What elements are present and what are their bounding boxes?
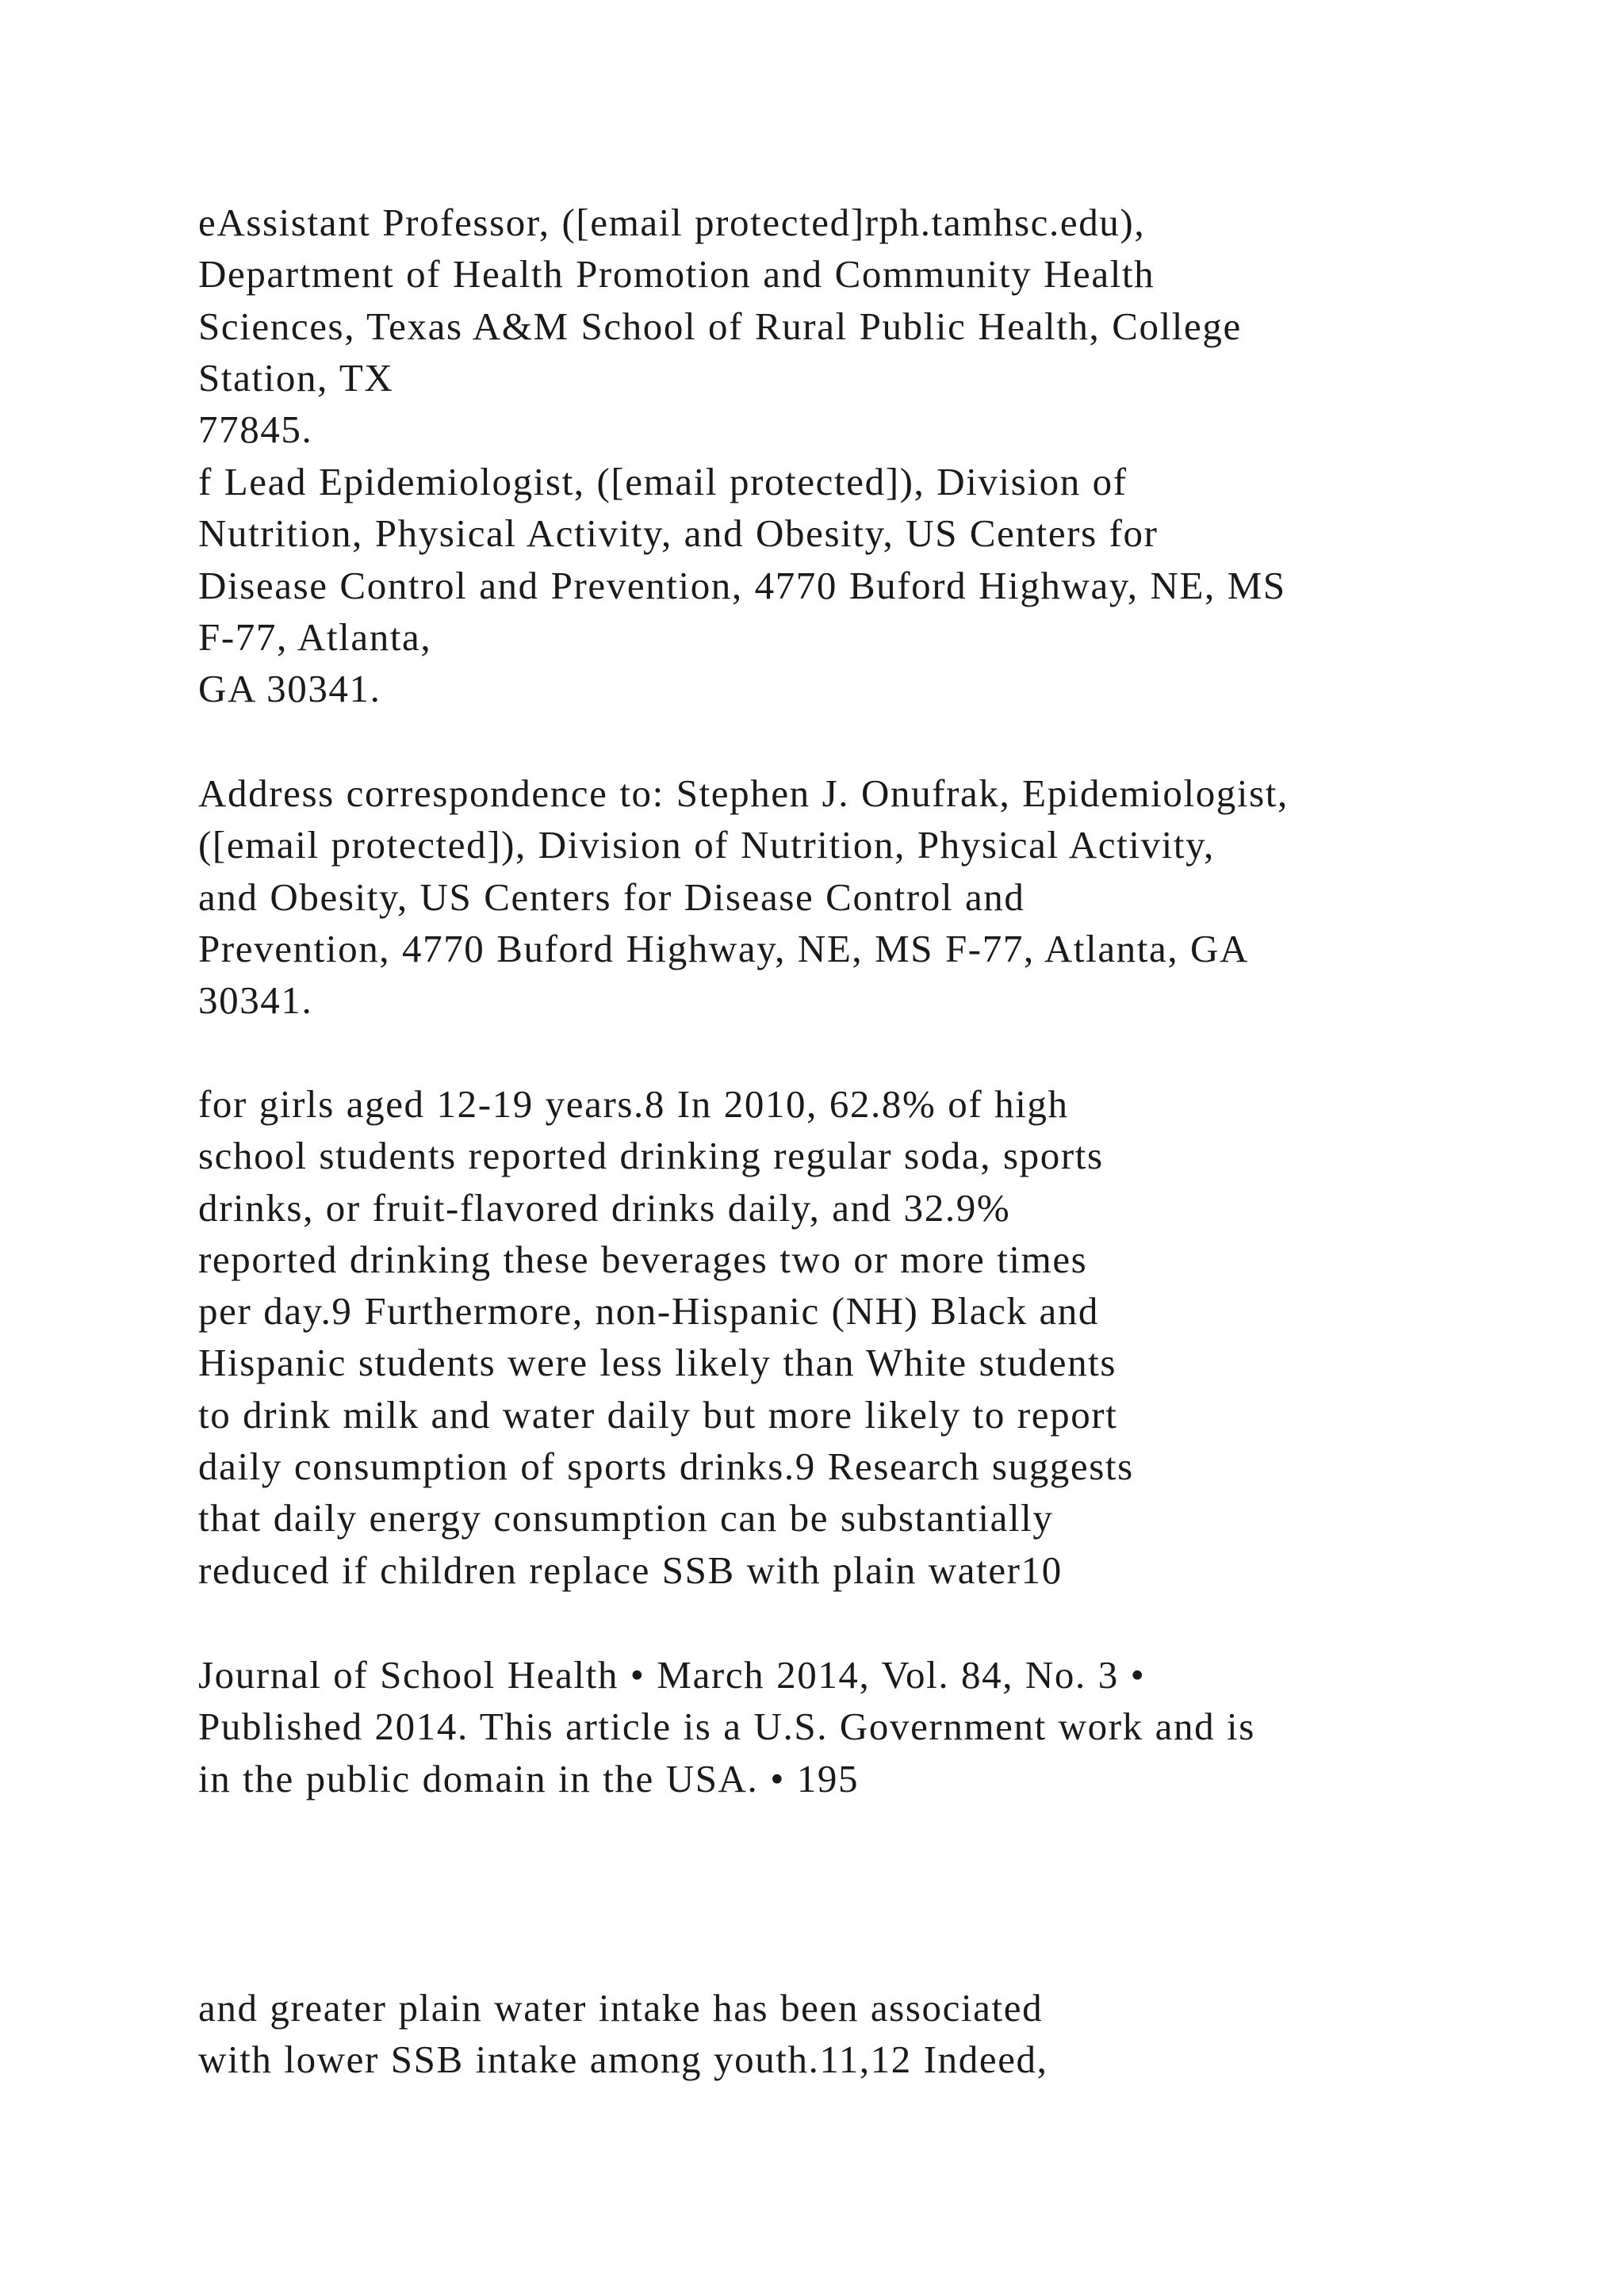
affiliation-e-line: Sciences, Texas A&M School of Rural Public Health, College — [198, 304, 1242, 348]
body-line: for girls aged 12-19 years.8 In 2010, 62.8% of high — [198, 1082, 1069, 1126]
body-paragraph-continued — [198, 1982, 1562, 2086]
body-line: that daily energy consumption can be substantially — [198, 1496, 1054, 1540]
affiliation-f-line: f Lead Epidemiologist, ([email protected]), Division of — [198, 460, 1128, 503]
correspondence-line: and Obesity, US Centers for Disease Control and — [198, 874, 1025, 919]
body-line: and greater plain water intake has been associated — [198, 1986, 1044, 2030]
body-line: reported drinking these beverages two or more times — [198, 1237, 1088, 1281]
affiliation-f — [198, 456, 1562, 714]
affiliation-e-line: Station, TX — [198, 355, 394, 400]
body-line: school students reported drinking regular soda, sports — [198, 1134, 1104, 1178]
correspondence-line: Address correspondence to: Stephen J. Onufrak, Epidemiologist, — [198, 771, 1289, 815]
body-line: reduced if children replace SSB with plain water10 — [198, 1548, 1063, 1592]
body-line: daily consumption of sports drinks.9 Research suggests — [198, 1445, 1134, 1489]
affiliation-e-line: eAssistant Professor, ([email protected]rph.tamhsc.edu), — [198, 201, 1146, 244]
body-line: to drink milk and water daily but more likely to report — [198, 1392, 1118, 1437]
footer-line: in the public domain in the USA. • 195 — [198, 1756, 860, 1800]
body-paragraph — [198, 1078, 1562, 1596]
footer-line: Published 2014. This article is a U.S. Government work and is — [198, 1705, 1255, 1749]
journal-footer — [198, 1649, 1562, 1804]
correspondence-line: ([email protected]), Division of Nutrition, Physical Activity, — [198, 823, 1215, 867]
correspondence-line: Prevention, 4770 Buford Highway, NE, MS F-77, Atlanta, GA — [198, 926, 1250, 970]
affiliation-f-line: Nutrition, Physical Activity, and Obesity, US Centers for — [198, 511, 1159, 556]
correspondence-line: 30341. — [198, 978, 313, 1023]
body-line: with lower SSB intake among youth.11,12 Indeed, — [198, 2038, 1048, 2082]
affiliation-e — [198, 197, 1562, 455]
footer-line: Journal of School Health • March 2014, Vol. 84, No. 3 • — [198, 1653, 1146, 1697]
correspondence-address — [198, 767, 1562, 1026]
body-line: per day.9 Furthermore, non-Hispanic (NH) Black and — [198, 1289, 1100, 1334]
body-line: drinks, or fruit-flavored drinks daily, and 32.9% — [198, 1185, 1011, 1230]
affiliation-f-line: Disease Control and Prevention, 4770 Buford Highway, NE, MS — [198, 563, 1286, 607]
affiliation-f-line: F-77, Atlanta, — [198, 614, 432, 659]
affiliation-e-line: 77845. — [198, 408, 313, 452]
affiliation-e-line: Department of Health Promotion and Community Health — [198, 252, 1155, 297]
body-line: Hispanic students were less likely than White students — [198, 1341, 1117, 1385]
affiliation-f-line: GA 30341. — [198, 667, 381, 711]
